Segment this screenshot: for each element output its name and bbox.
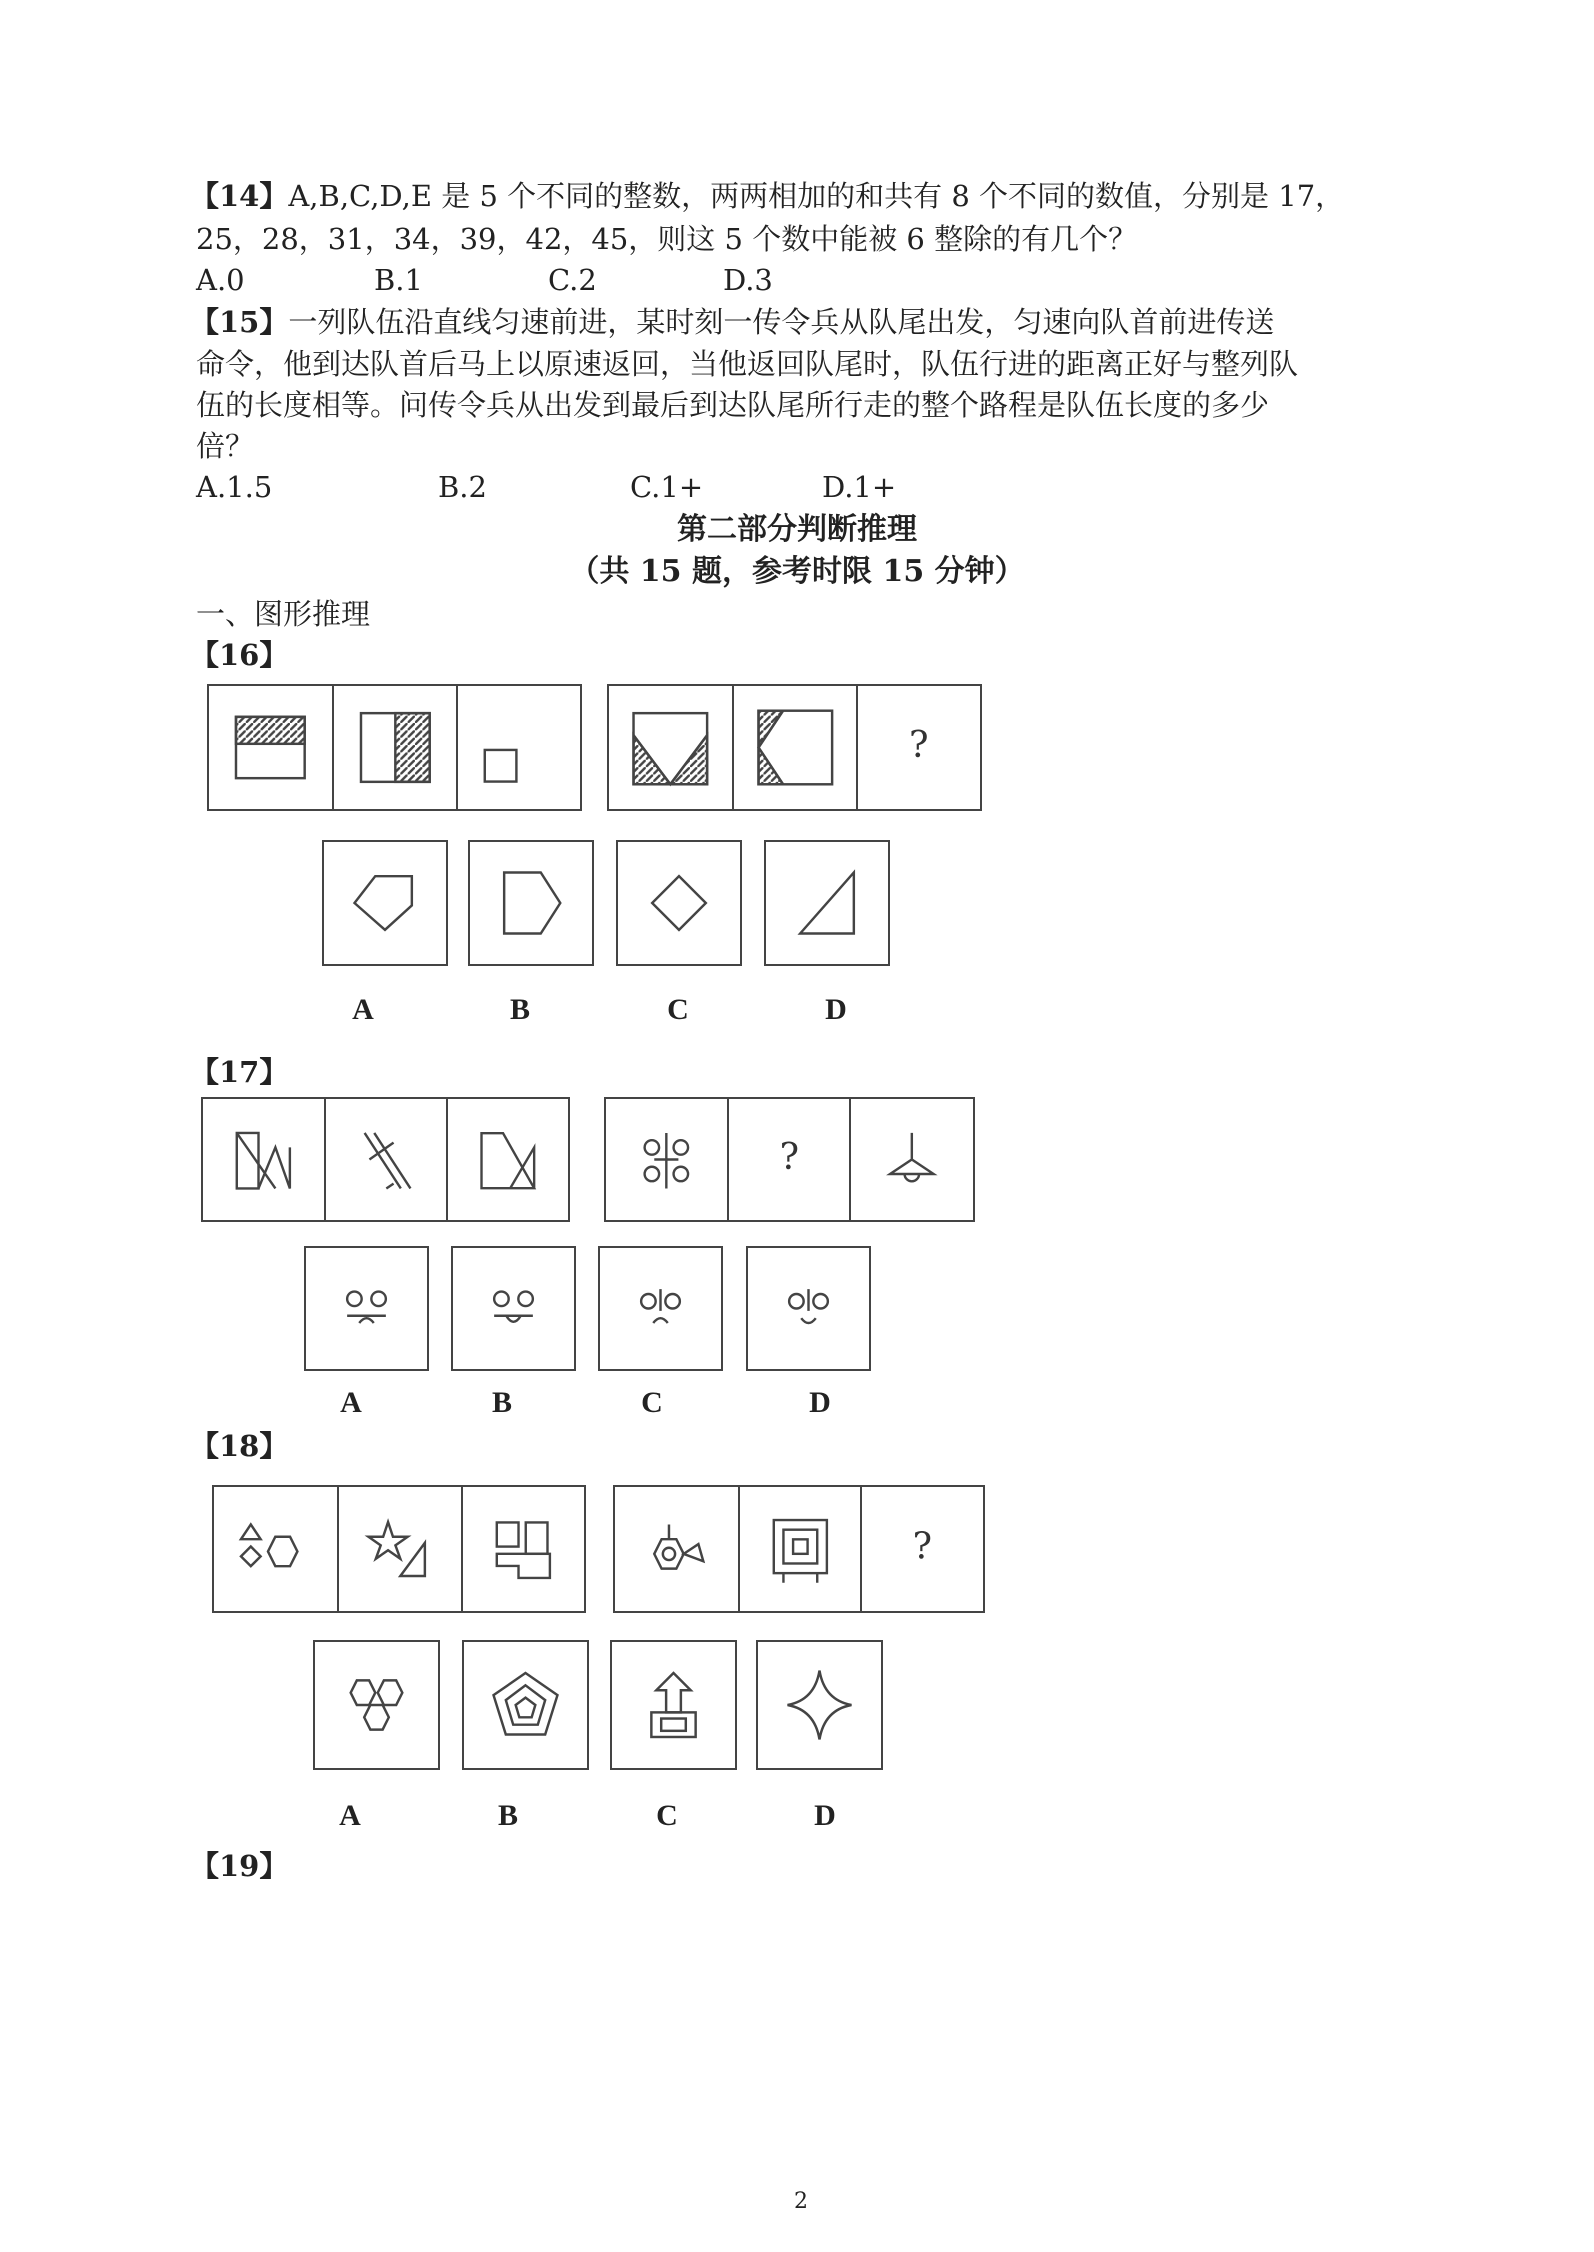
q18-option-b[interactable]: [462, 1640, 589, 1770]
q15-line4: 倍？: [196, 429, 255, 463]
q15-option-b: B.2: [438, 470, 487, 504]
q17-option-a[interactable]: [304, 1246, 429, 1371]
q14-option-c: C.2: [548, 263, 597, 297]
shapes-figure: [214, 1487, 337, 1611]
lines-figure: [448, 1099, 568, 1220]
section-subtitle: （共 15 题，参考时限 15 分钟）: [569, 554, 1025, 589]
q16-label-c: C: [667, 993, 689, 1026]
svg-text:?: ?: [779, 1135, 799, 1179]
q17-label-d: D: [809, 1386, 831, 1419]
q16-label-d: D: [825, 993, 847, 1026]
q18-label: 【18】: [190, 1429, 289, 1463]
q15-line3: 伍的长度相等。问传令兵从出发到最后到达队尾所行走的整个路程是队伍长度的多少: [196, 388, 1270, 422]
small-square-figure: [458, 686, 580, 809]
q16-option-c[interactable]: [616, 840, 742, 966]
section-heading: 一、图形推理: [196, 597, 371, 631]
q18-sequence-1: [212, 1485, 586, 1613]
arrow-hatched-figure: [734, 686, 857, 809]
q18-option-a[interactable]: [313, 1640, 440, 1770]
question-mark: [858, 686, 980, 809]
q16-sequence-2: [607, 684, 982, 811]
lamp-figure: [851, 1099, 973, 1220]
q15-option-c: C.1+: [630, 470, 704, 504]
nested-squares-figure: [740, 1487, 861, 1611]
q18-label-c: C: [656, 1799, 678, 1832]
hatched-top-rect-figure: [209, 686, 332, 809]
q16-option-d[interactable]: [764, 840, 890, 966]
q17-label-a: A: [340, 1386, 362, 1419]
q18-label-d: D: [814, 1799, 836, 1832]
svg-text:?: ?: [912, 1524, 933, 1568]
q15-option-a: A.1.5: [196, 470, 273, 504]
q18-option-d[interactable]: [756, 1640, 883, 1770]
q17-label-c: C: [641, 1386, 663, 1419]
q16-option-b[interactable]: [468, 840, 594, 966]
svg-text:?: ?: [909, 723, 929, 767]
q16-option-a[interactable]: [322, 840, 448, 966]
q16-label: 【16】: [190, 638, 289, 672]
lines-figure: [326, 1099, 447, 1220]
q14-option-d: D.3: [723, 263, 773, 297]
q19-label: 【19】: [190, 1849, 289, 1883]
hexagon-figure: [615, 1487, 738, 1611]
q18-option-c[interactable]: [610, 1640, 737, 1770]
q15-option-d: D.1+: [822, 470, 897, 504]
lines-figure: [203, 1099, 324, 1220]
q16-sequence-1: [207, 684, 582, 811]
q17-option-c[interactable]: [598, 1246, 723, 1371]
q17-sequence-2: [604, 1097, 975, 1222]
q17-option-b[interactable]: [451, 1246, 576, 1371]
q17-label-b: B: [491, 1386, 512, 1419]
pentagon-hatched-figure: [609, 686, 732, 809]
circles-figure: [606, 1099, 727, 1220]
question-mark: [729, 1099, 850, 1220]
q17-label: 【17】: [190, 1055, 289, 1089]
q14-line1: 【14】A,B,C,D,E 是 5 个不同的整数，两两相加的和共有 8 个不同的数值，分别是 17，: [190, 179, 1345, 213]
q18-sequence-2: [613, 1485, 985, 1613]
q14-line2: 25，28，31，34，39，42，45，则这 5 个数中能被 6 整除的有几个？: [196, 222, 1138, 256]
question-mark: [862, 1487, 983, 1611]
rects-figure: [463, 1487, 584, 1611]
q14-option-b: B.1: [374, 263, 423, 297]
hatched-right-rect-figure: [334, 686, 457, 809]
q17-option-d[interactable]: [746, 1246, 871, 1371]
page-number: 2: [794, 2189, 808, 2214]
q16-label-b: B: [509, 993, 530, 1026]
q15-line1: 【15】一列队伍沿直线匀速前进，某时刻一传令兵从队尾出发，匀速向队首前进传送: [190, 305, 1275, 339]
q17-sequence-1: [201, 1097, 570, 1222]
star-triangle-figure: [339, 1487, 462, 1611]
q18-label-b: B: [497, 1799, 518, 1832]
q15-line2: 命令，他到达队首后马上以原速返回，当他返回队尾时，队伍行进的距离正好与整列队: [196, 347, 1299, 381]
q16-label-a: A: [352, 993, 374, 1026]
section-title: 第二部分判断推理: [677, 512, 917, 547]
q14-option-a: A.0: [196, 263, 245, 297]
q18-label-a: A: [339, 1799, 361, 1832]
